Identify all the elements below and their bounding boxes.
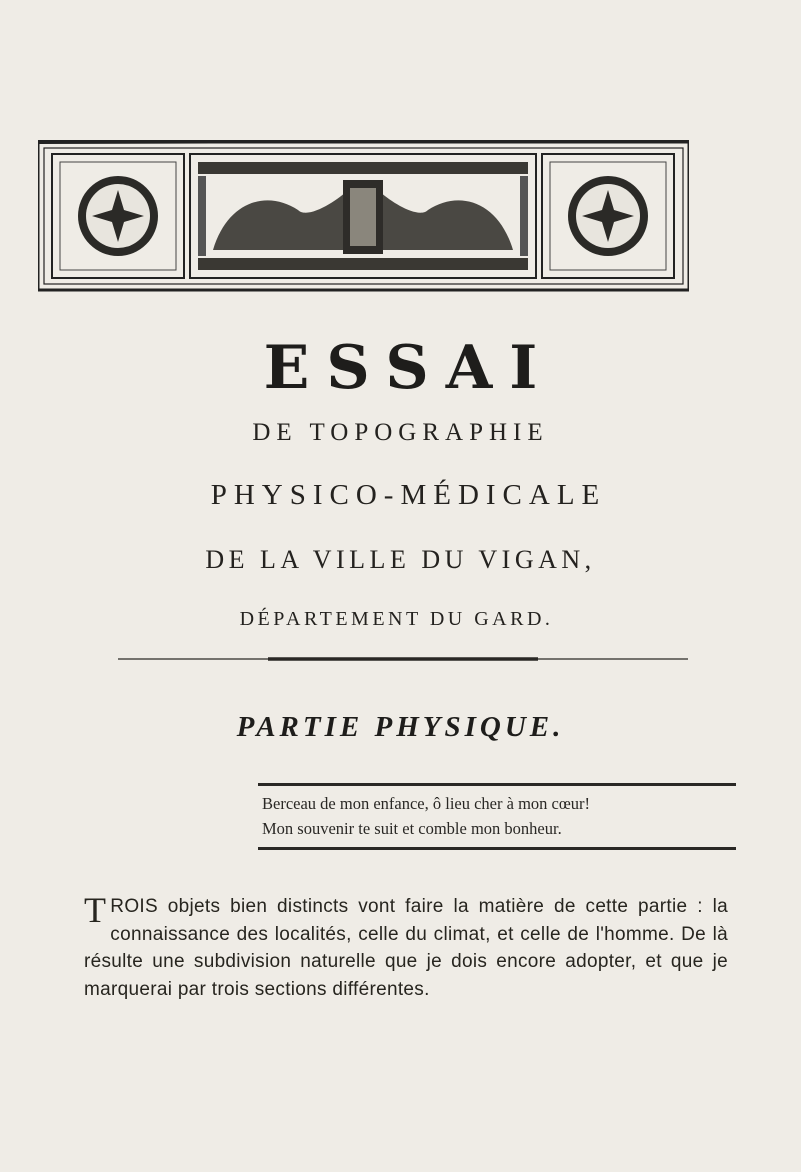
body-paragraph — [84, 890, 728, 1003]
title-line-ville: DE LA VILLE DU VIGAN, — [205, 545, 596, 574]
title-line-topographie: DE TOPOGRAPHIE — [252, 419, 549, 446]
first-word-rest: ROIS — [110, 896, 158, 917]
epigraph-rule-top — [258, 782, 736, 787]
left-rosette-panel — [52, 154, 184, 278]
title-line-physico-medicale: PHYSICO-MÉDICALE — [210, 479, 607, 511]
part-title: PARTIE PHYSIQUE. — [236, 711, 565, 743]
central-frieze — [190, 154, 536, 278]
body-text: objets bien distincts vont faire la matière de cette partie : la connaissance des localités, celle du climat, et celle de l'homme. De là résulte une subdivision naturelle que je dois encore adopter, et que je marquerai par trois sections différentes. — [84, 896, 728, 1000]
section-divider-rule — [118, 656, 688, 662]
epigraph-line-2: Mon souvenir te suit et comble mon bonheur. — [262, 819, 562, 838]
epigraph-line-1: Berceau de mon enfance, ô lieu cher à mon cœur! — [262, 794, 591, 813]
drop-cap: T — [84, 890, 107, 930]
title-essai: ESSAI — [263, 333, 555, 403]
epigraph-rule-bottom — [258, 846, 736, 851]
ornamental-headpiece — [38, 140, 689, 292]
right-rosette-panel — [542, 154, 674, 278]
title-line-departement: DÉPARTEMENT DU GARD. — [239, 608, 554, 630]
